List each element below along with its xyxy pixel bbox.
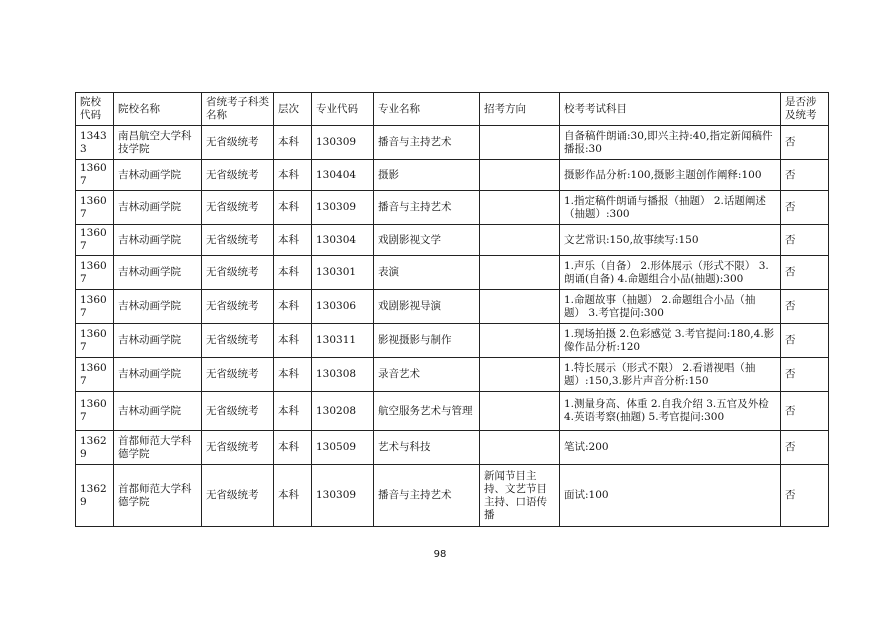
table-header-row [76, 93, 829, 126]
table-row [76, 191, 829, 225]
header-exam-subjects: 校考考试科目 [560, 93, 781, 126]
cell-exam-subjects: 面试:100 [560, 465, 781, 527]
cell-major-name: 影视摄影与制作 [374, 324, 480, 358]
cell-exam-subjects: 1.特长展示（形式不限） 2.看谱视唱（抽题）:150,3.影片声音分析:150 [560, 358, 781, 392]
cell-direction: 新闻节目主持、文艺节目主持、口语传播 [480, 465, 560, 527]
page-number: 98 [433, 549, 447, 560]
cell-school-code: 13607 [76, 358, 114, 392]
cell-subcategory: 无省级统考 [202, 256, 274, 290]
cell-direction [480, 225, 560, 256]
cell-unified-exam: 否 [781, 431, 829, 465]
cell-major-code: 130311 [312, 324, 374, 358]
cell-school-code: 13629 [76, 431, 114, 465]
cell-direction [480, 256, 560, 290]
admissions-table [75, 92, 829, 527]
cell-school-name: 吉林动画学院 [114, 191, 202, 225]
cell-school-code: 13607 [76, 290, 114, 324]
cell-major-code: 130309 [312, 191, 374, 225]
cell-major-name: 摄影 [374, 160, 480, 191]
cell-major-code: 130308 [312, 358, 374, 392]
cell-level: 本科 [274, 358, 312, 392]
cell-unified-exam: 否 [781, 358, 829, 392]
cell-exam-subjects: 1.测量身高、体重 2.自我介绍 3.五官及外检 4.英语考察(抽题) 5.考官提问:300 [560, 392, 781, 431]
cell-direction [480, 324, 560, 358]
cell-level: 本科 [274, 225, 312, 256]
cell-school-code: 13433 [76, 126, 114, 160]
cell-level: 本科 [274, 465, 312, 527]
cell-subcategory: 无省级统考 [202, 126, 274, 160]
cell-major-name: 表演 [374, 256, 480, 290]
cell-level: 本科 [274, 256, 312, 290]
cell-school-name: 吉林动画学院 [114, 225, 202, 256]
header-subcategory: 省统考子科类名称 [202, 93, 274, 126]
cell-direction [480, 126, 560, 160]
cell-unified-exam: 否 [781, 191, 829, 225]
table-row [76, 225, 829, 256]
cell-level: 本科 [274, 160, 312, 191]
cell-level: 本科 [274, 431, 312, 465]
cell-major-name: 播音与主持艺术 [374, 126, 480, 160]
cell-subcategory: 无省级统考 [202, 431, 274, 465]
cell-level: 本科 [274, 126, 312, 160]
cell-unified-exam: 否 [781, 465, 829, 527]
cell-major-code: 130301 [312, 256, 374, 290]
cell-subcategory: 无省级统考 [202, 392, 274, 431]
cell-school-name: 吉林动画学院 [114, 392, 202, 431]
cell-unified-exam: 否 [781, 160, 829, 191]
cell-school-name: 南昌航空大学科技学院 [114, 126, 202, 160]
cell-direction [480, 392, 560, 431]
cell-major-code: 130509 [312, 431, 374, 465]
cell-subcategory: 无省级统考 [202, 225, 274, 256]
cell-subcategory: 无省级统考 [202, 324, 274, 358]
table-row [76, 431, 829, 465]
cell-exam-subjects: 1.声乐（自备） 2.形体展示（形式不限） 3.朗诵(自备) 4.命题组合小品(抽题):300 [560, 256, 781, 290]
table-row [76, 392, 829, 431]
cell-unified-exam: 否 [781, 126, 829, 160]
cell-unified-exam: 否 [781, 392, 829, 431]
header-level: 层次 [274, 93, 312, 126]
header-school-name: 院校名称 [114, 93, 202, 126]
table-row [76, 256, 829, 290]
cell-unified-exam: 否 [781, 256, 829, 290]
cell-school-name: 吉林动画学院 [114, 160, 202, 191]
cell-school-name: 吉林动画学院 [114, 290, 202, 324]
cell-school-code: 13629 [76, 465, 114, 527]
cell-exam-subjects: 1.指定稿件朗诵与播报（抽题） 2.话题阐述（抽题）:300 [560, 191, 781, 225]
header-school-code: 院校代码 [76, 93, 114, 126]
table-row [76, 160, 829, 191]
cell-exam-subjects: 笔试:200 [560, 431, 781, 465]
cell-school-code: 13607 [76, 160, 114, 191]
cell-level: 本科 [274, 392, 312, 431]
cell-major-code: 130309 [312, 465, 374, 527]
cell-direction [480, 431, 560, 465]
cell-school-name: 首都师范大学科德学院 [114, 465, 202, 527]
table-row [76, 358, 829, 392]
cell-school-code: 13607 [76, 392, 114, 431]
header-unified-exam: 是否涉及统考 [781, 93, 829, 126]
cell-level: 本科 [274, 290, 312, 324]
cell-major-name: 戏剧影视文学 [374, 225, 480, 256]
cell-school-name: 吉林动画学院 [114, 324, 202, 358]
cell-direction [480, 290, 560, 324]
cell-major-name: 戏剧影视导演 [374, 290, 480, 324]
cell-school-code: 13607 [76, 324, 114, 358]
table-row [76, 126, 829, 160]
header-major-name: 专业名称 [374, 93, 480, 126]
cell-subcategory: 无省级统考 [202, 290, 274, 324]
table-row [76, 465, 829, 527]
cell-school-name: 吉林动画学院 [114, 358, 202, 392]
cell-school-code: 13607 [76, 225, 114, 256]
cell-exam-subjects: 1.现场拍摄 2.色彩感觉 3.考官提问:180,4.影像作品分析:120 [560, 324, 781, 358]
cell-direction [480, 160, 560, 191]
cell-major-code: 130304 [312, 225, 374, 256]
cell-major-name: 航空服务艺术与管理 [374, 392, 480, 431]
cell-unified-exam: 否 [781, 290, 829, 324]
table-body [76, 126, 829, 527]
cell-exam-subjects: 文艺常识:150,故事续写:150 [560, 225, 781, 256]
cell-direction [480, 191, 560, 225]
cell-exam-subjects: 摄影作品分析:100,摄影主题创作阐释:100 [560, 160, 781, 191]
cell-school-code: 13607 [76, 191, 114, 225]
cell-unified-exam: 否 [781, 324, 829, 358]
cell-major-code: 130208 [312, 392, 374, 431]
table-row [76, 290, 829, 324]
cell-exam-subjects: 1.命题故事（抽题） 2.命题组合小品（抽题） 3.考官提问:300 [560, 290, 781, 324]
cell-major-code: 130309 [312, 126, 374, 160]
header-direction: 招考方向 [480, 93, 560, 126]
cell-subcategory: 无省级统考 [202, 191, 274, 225]
header-major-code: 专业代码 [312, 93, 374, 126]
cell-school-name: 首都师范大学科德学院 [114, 431, 202, 465]
cell-major-name: 录音艺术 [374, 358, 480, 392]
cell-exam-subjects: 自备稿件朗诵:30,即兴主持:40,指定新闻稿件播报:30 [560, 126, 781, 160]
cell-subcategory: 无省级统考 [202, 160, 274, 191]
cell-major-code: 130404 [312, 160, 374, 191]
cell-direction [480, 358, 560, 392]
cell-major-name: 播音与主持艺术 [374, 191, 480, 225]
cell-unified-exam: 否 [781, 225, 829, 256]
cell-school-code: 13607 [76, 256, 114, 290]
cell-level: 本科 [274, 191, 312, 225]
cell-major-name: 艺术与科技 [374, 431, 480, 465]
cell-major-code: 130306 [312, 290, 374, 324]
cell-major-name: 播音与主持艺术 [374, 465, 480, 527]
cell-subcategory: 无省级统考 [202, 465, 274, 527]
cell-level: 本科 [274, 324, 312, 358]
cell-subcategory: 无省级统考 [202, 358, 274, 392]
cell-school-name: 吉林动画学院 [114, 256, 202, 290]
table-row [76, 324, 829, 358]
